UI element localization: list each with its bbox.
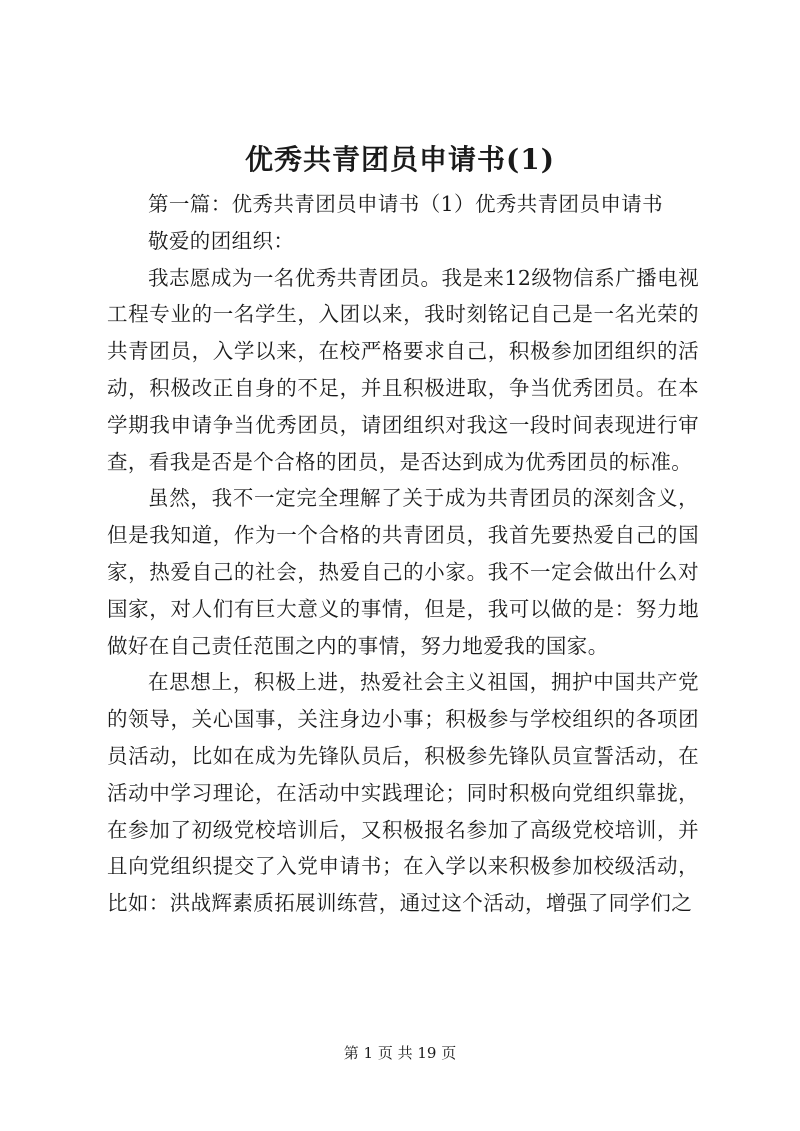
document-title: 优秀共青团员申请书(1) [245, 143, 555, 176]
paragraph-intro: 我志愿成为一名优秀共青团员。我是来12级物信系广播电视工程专业的一名学生，入团以来，我时刻铭记自己是一名光荣的共青团员，入学以来，在校严格要求自己，积极参加团组织的活动，积极改正自身的不足，并且积极进取，争当优秀团员。在本学期我申请争当优秀团员，请团组织对我这一段时间表现进行审查，看我是否是个合格的团员，是否达到成为优秀团员的标准。 [107, 265, 699, 474]
paragraph-ideology: 在思想上，积极上进，热爱社会主义祖国，拥护中国共产党的领导，关心国事，关注身边小事；积极参与学校组织的各项团员活动，比如在成为先锋队员后，积极参先锋队员宣誓活动，在活动中学习理论，在活动中实践理论；同时积极向党组织靠拢，在参加了初级党校培训后，又积极报名参加了高级党校培训，并且向党组织提交了入党申请书；在入学以来积极参加校级活动，比如：洪战辉素质拓展训练营，通过这个活动，增强了同学们之 [107, 670, 699, 916]
document-body [107, 186, 699, 922]
paragraph-heading-line: 第一篇：优秀共青团员申请书（1）优秀共青团员申请书 [148, 192, 664, 216]
paragraph-understanding: 虽然，我不一定完全理解了关于成为共青团员的深刻含义，但是我知道，作为一个合格的共青团员，我首先要热爱自己的国家，热爱自己的社会，热爱自己的小家。我不一定会做出什么对国家，对人们有巨大意义的事情，但是，我可以做的是：努力地做好在自己责任范围之内的事情，努力地爱我的国家。 [107, 486, 699, 658]
paragraph-salutation: 敬爱的团组织： [148, 228, 295, 253]
page-number-footer: 第 1 页 共 19 页 [343, 1044, 457, 1062]
